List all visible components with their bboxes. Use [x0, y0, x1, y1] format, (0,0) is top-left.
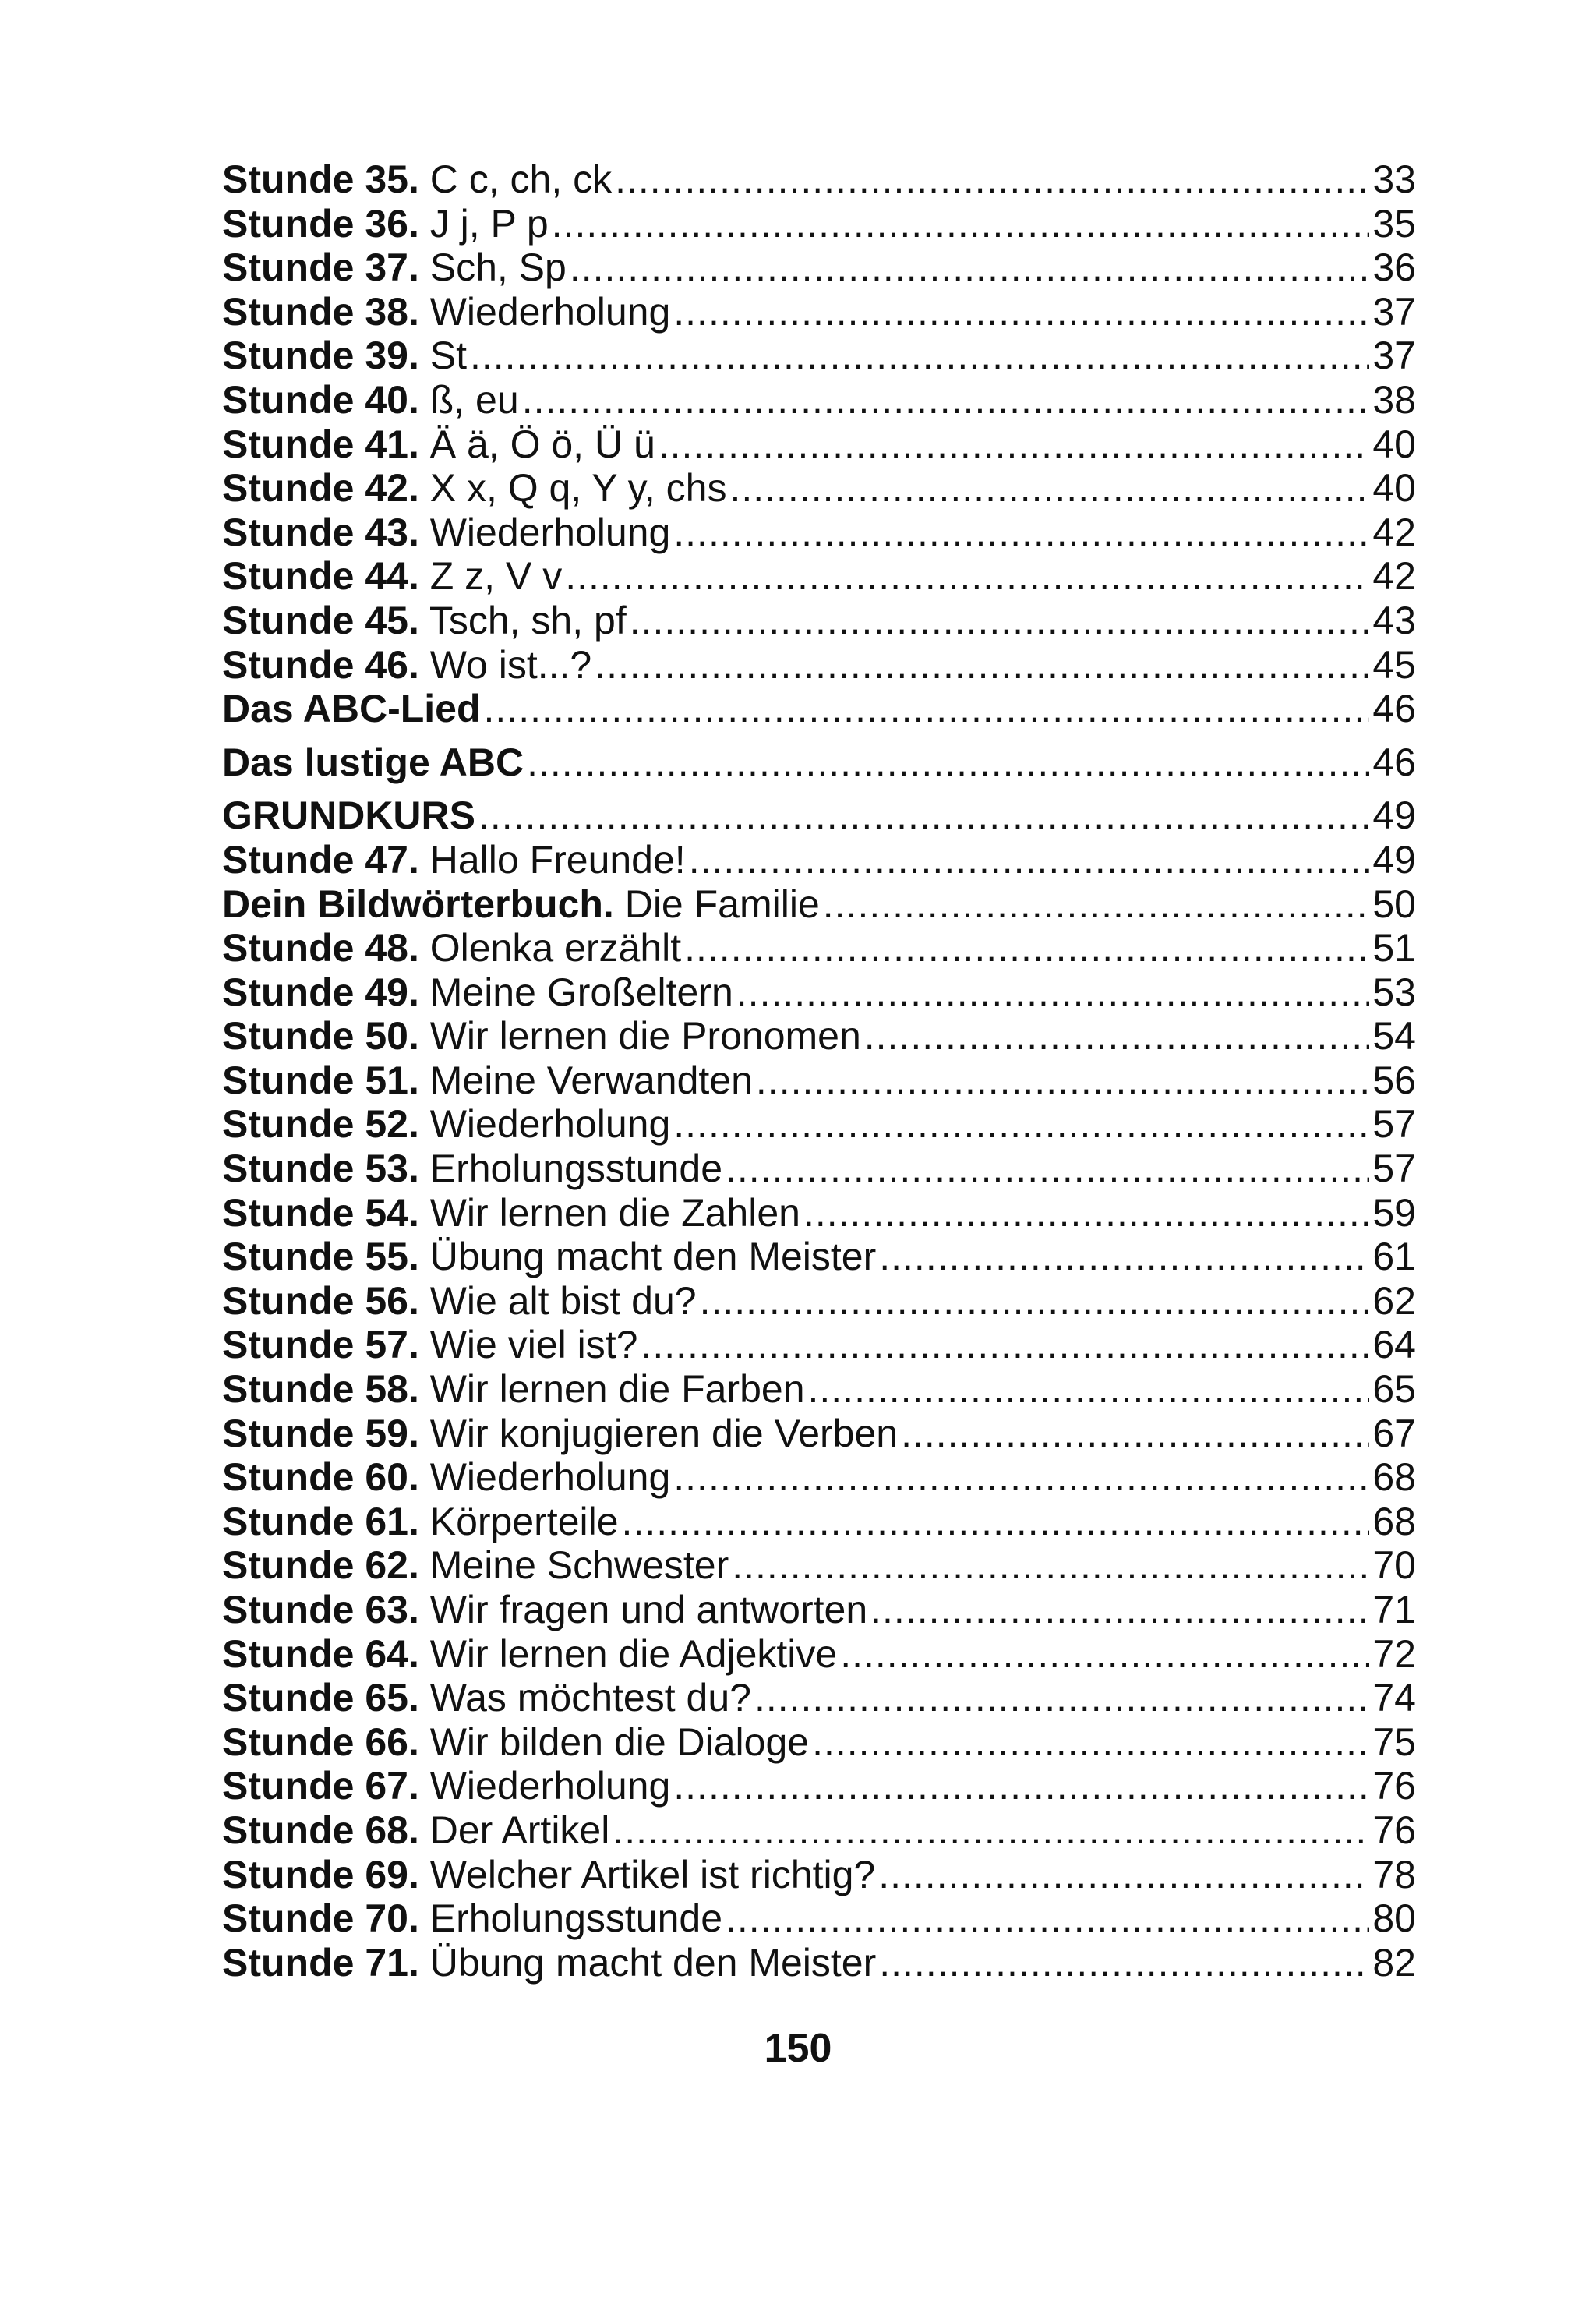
toc-entry-label: Stunde 53. [222, 1147, 419, 1191]
toc-entry [222, 740, 524, 785]
toc-page-number: 64 [1372, 1323, 1416, 1367]
toc-entry-label: Stunde 44. [222, 554, 419, 599]
toc-entry-label: Stunde 64. [222, 1631, 419, 1676]
toc-entry [222, 246, 567, 290]
toc-entry-label: Stunde 46. [222, 642, 419, 687]
toc-entry [222, 511, 670, 555]
toc-entry-title: Sch, Sp [418, 246, 567, 290]
toc-row [222, 1764, 1416, 1808]
toc-entry-title: Die Familie [613, 882, 820, 926]
dot-leader [756, 1059, 1369, 1103]
toc-entry-title: Körperteile [418, 1499, 619, 1543]
dot-leader [684, 926, 1369, 970]
dot-leader [673, 290, 1369, 334]
toc-entry [222, 838, 686, 882]
toc-entry [222, 643, 591, 687]
toc-entry-label: Stunde 38. [222, 289, 419, 334]
toc-row [222, 1500, 1416, 1544]
toc-page-number: 54 [1372, 1014, 1416, 1059]
toc-entry-label: Stunde 55. [222, 1235, 419, 1279]
dot-leader [878, 1853, 1369, 1897]
toc-row [222, 1279, 1416, 1324]
toc-entry-label: Stunde 45. [222, 598, 419, 642]
toc-page-number: 68 [1372, 1455, 1416, 1500]
toc-row [222, 1102, 1416, 1147]
dot-leader [803, 1191, 1369, 1235]
dot-leader [864, 1014, 1370, 1059]
toc-entry-title: Meine Schwester [418, 1543, 729, 1588]
toc-row [222, 1059, 1416, 1103]
toc-entry [222, 1543, 729, 1588]
toc-entry-title: Wir konjugieren die Verben [418, 1411, 899, 1455]
toc-entry-label: Stunde 49. [222, 970, 419, 1014]
toc-entry-label: Stunde 37. [222, 246, 419, 290]
toc-row [222, 511, 1416, 555]
toc-page-number: 40 [1372, 422, 1416, 466]
toc-entry [222, 1412, 898, 1456]
dot-leader [700, 1279, 1370, 1324]
toc-entry-title: Wir lernen die Pronomen [418, 1014, 861, 1059]
toc-entry [222, 466, 726, 511]
toc-entry-title: Meine Verwandten [418, 1058, 753, 1102]
toc-page-number: 72 [1372, 1631, 1416, 1676]
toc-entry-label: Stunde 51. [222, 1058, 419, 1102]
toc-row [222, 1367, 1416, 1412]
toc-row [222, 793, 1416, 838]
dot-leader [659, 422, 1370, 467]
dot-leader [613, 1808, 1369, 1853]
dot-leader [641, 1323, 1369, 1367]
toc-row [222, 1808, 1416, 1853]
dot-leader [673, 1764, 1369, 1808]
toc-row [222, 290, 1416, 334]
toc-page-number: 65 [1372, 1367, 1416, 1412]
toc-entry-label: Stunde 62. [222, 1543, 419, 1588]
toc-entry-title: C c, ch, ck [418, 157, 613, 201]
toc-row [222, 1588, 1416, 1632]
toc-entry-title: Tsch, sh, pf [418, 598, 627, 642]
toc-entry-label: GRUNDKURS [222, 793, 475, 838]
dot-leader [901, 1412, 1369, 1456]
toc-entry-label: Stunde 63. [222, 1588, 419, 1631]
toc-entry [222, 1147, 722, 1191]
toc-entry [222, 1014, 861, 1059]
toc-page-number: 36 [1372, 246, 1416, 290]
toc-row [222, 882, 1416, 927]
toc-entry-title: Olenka erzählt [418, 926, 682, 970]
toc-entry-label: Stunde 71. [222, 1940, 419, 1985]
table-of-contents [222, 157, 1416, 1985]
toc-page-number: 45 [1372, 642, 1416, 687]
toc-entry-title: Z z, V v [418, 554, 563, 599]
toc-row [222, 246, 1416, 290]
toc-row [222, 740, 1416, 785]
toc-entry-title: Wiederholung [418, 510, 671, 554]
dot-leader [527, 740, 1369, 785]
toc-entry-title: Der Artikel [418, 1808, 610, 1852]
toc-page-number: 76 [1372, 1764, 1416, 1808]
toc-entry-title: X x, Q q, Y y, chs [418, 466, 727, 511]
toc-entry-title: Wir lernen die Adjektive [418, 1631, 838, 1676]
toc-entry-label: Stunde 61. [222, 1499, 419, 1543]
dot-leader [522, 378, 1370, 422]
toc-entry-label: Stunde 39. [222, 334, 419, 378]
toc-page-number: 67 [1372, 1411, 1416, 1455]
toc-entry-label: Stunde 66. [222, 1719, 419, 1764]
toc-entry [222, 1323, 637, 1367]
toc-page-number: 42 [1372, 554, 1416, 599]
dot-leader [823, 882, 1370, 927]
toc-page-number: 62 [1372, 1278, 1416, 1323]
toc-entry-label: Stunde 36. [222, 201, 419, 246]
toc-page-number: 57 [1372, 1102, 1416, 1147]
toc-row [222, 1014, 1416, 1059]
toc-entry-title: Welcher Artikel ist richtig? [418, 1852, 876, 1896]
toc-entry-title: Wie alt bist du? [418, 1278, 697, 1323]
toc-entry-title: Wir fragen und antworten [418, 1588, 868, 1631]
toc-page-number: 40 [1372, 466, 1416, 511]
toc-entry [222, 1941, 876, 1985]
dot-leader [726, 1147, 1369, 1191]
toc-entry-label: Stunde 69. [222, 1852, 419, 1896]
toc-row [222, 1676, 1416, 1720]
toc-entry [222, 1632, 837, 1677]
toc-entry-title: Erholungsstunde [418, 1896, 723, 1941]
toc-entry [222, 1720, 809, 1765]
toc-page-number: 57 [1372, 1147, 1416, 1191]
dot-leader [622, 1500, 1370, 1544]
toc-entry [222, 1588, 867, 1632]
toc-entry [222, 334, 467, 378]
toc-row [222, 687, 1416, 731]
toc-page-number: 61 [1372, 1235, 1416, 1279]
toc-entry-label: Stunde 50. [222, 1014, 419, 1059]
toc-entry-label: Stunde 41. [222, 422, 419, 466]
dot-leader [478, 793, 1369, 838]
toc-entry-label: Stunde 35. [222, 157, 419, 201]
dot-leader [673, 511, 1369, 555]
toc-entry-label: Dein Bildwörterbuch. [222, 882, 614, 926]
toc-entry [222, 1853, 875, 1897]
toc-entry-title: Übung macht den Meister [418, 1940, 877, 1985]
toc-entry-title: Wo ist...? [418, 642, 592, 687]
dot-leader [673, 1102, 1369, 1147]
toc-row [222, 838, 1416, 882]
toc-entry [222, 1455, 670, 1500]
toc-row [222, 1235, 1416, 1279]
toc-row [222, 1941, 1416, 1985]
toc-entry-title: ß, eu [418, 377, 519, 422]
toc-entry [222, 1279, 697, 1324]
toc-page-number: 53 [1372, 970, 1416, 1014]
toc-row [222, 1896, 1416, 1941]
dot-leader [754, 1676, 1369, 1720]
toc-entry-title: Wie viel ist? [418, 1323, 638, 1367]
toc-entry-label: Stunde 68. [222, 1808, 419, 1852]
toc-page-number: 33 [1372, 157, 1416, 201]
dot-leader [470, 334, 1369, 378]
toc-entry-label: Stunde 58. [222, 1367, 419, 1412]
toc-row [222, 926, 1416, 970]
toc-row [222, 378, 1416, 422]
toc-page-number: 37 [1372, 334, 1416, 378]
dot-leader [870, 1588, 1369, 1632]
toc-page-number: 76 [1372, 1808, 1416, 1852]
toc-page-number: 46 [1372, 740, 1416, 784]
toc-page-number: 59 [1372, 1190, 1416, 1235]
toc-entry [222, 687, 481, 731]
toc-entry-label: Stunde 47. [222, 837, 419, 882]
toc-entry-title: Übung macht den Meister [418, 1235, 877, 1279]
dot-leader [630, 599, 1370, 643]
toc-entry-label: Das ABC-Lied [222, 687, 481, 731]
toc-row [222, 643, 1416, 687]
dot-leader [879, 1235, 1369, 1279]
toc-entry-title: Meine Großeltern [418, 970, 733, 1014]
toc-page-number: 38 [1372, 377, 1416, 422]
toc-row [222, 1455, 1416, 1500]
toc-entry [222, 1676, 751, 1720]
toc-page-number: 37 [1372, 289, 1416, 334]
toc-entry [222, 202, 549, 246]
toc-entry [222, 1191, 800, 1235]
toc-entry [222, 926, 681, 970]
toc-row [222, 1720, 1416, 1765]
toc-row [222, 1412, 1416, 1456]
dot-leader [726, 1896, 1369, 1941]
toc-row [222, 466, 1416, 511]
toc-page-number: 78 [1372, 1852, 1416, 1896]
dot-leader [689, 838, 1370, 882]
toc-page-number: 80 [1372, 1896, 1416, 1941]
toc-page-number: 82 [1372, 1940, 1416, 1985]
toc-entry-title: Wiederholung [418, 1102, 671, 1147]
toc-entry-title: Wiederholung [418, 1455, 671, 1500]
toc-row [222, 1853, 1416, 1897]
toc-row [222, 599, 1416, 643]
toc-page-number: 56 [1372, 1058, 1416, 1102]
dot-leader [840, 1632, 1369, 1677]
toc-entry-label: Stunde 70. [222, 1896, 419, 1941]
toc-entry-title: Erholungsstunde [418, 1147, 723, 1191]
toc-row [222, 157, 1416, 202]
toc-page-number: 49 [1372, 793, 1416, 838]
toc-entry-title: Was möchtest du? [418, 1676, 751, 1720]
toc-page-number: 43 [1372, 598, 1416, 642]
toc-entry [222, 970, 733, 1015]
toc-entry-title: Wir lernen die Farben [418, 1367, 805, 1412]
toc-page-number: 75 [1372, 1719, 1416, 1764]
toc-entry-title: St [418, 334, 467, 378]
toc-entry [222, 1896, 722, 1941]
toc-entry-title: Ä ä, Ö ö, Ü ü [418, 422, 655, 466]
toc-entry-label: Stunde 59. [222, 1411, 419, 1455]
toc-entry-title: Wir bilden die Dialoge [418, 1719, 810, 1764]
dot-leader [570, 246, 1370, 290]
toc-row [222, 202, 1416, 246]
dot-leader [736, 970, 1370, 1015]
toc-entry-label: Stunde 43. [222, 510, 419, 554]
toc-entry-label: Stunde 42. [222, 466, 419, 511]
toc-entry [222, 793, 475, 838]
toc-entry [222, 1059, 753, 1103]
toc-page-number: 46 [1372, 687, 1416, 731]
dot-leader [729, 466, 1369, 511]
toc-entry [222, 1367, 805, 1412]
dot-leader [812, 1720, 1369, 1765]
toc-entry-title: Hallo Freunde! [418, 837, 686, 882]
toc-entry-title: Wiederholung [418, 1764, 671, 1808]
toc-entry-label: Stunde 54. [222, 1190, 419, 1235]
toc-page-number: 68 [1372, 1499, 1416, 1543]
toc-entry-label: Stunde 67. [222, 1764, 419, 1808]
toc-entry-label: Stunde 60. [222, 1455, 419, 1500]
dot-leader [615, 157, 1369, 202]
toc-entry [222, 554, 562, 599]
page-number: 150 [764, 2026, 832, 2071]
dot-leader [484, 687, 1370, 731]
toc-page-number: 70 [1372, 1543, 1416, 1588]
toc-entry-label: Stunde 52. [222, 1102, 419, 1147]
dot-leader [673, 1455, 1369, 1500]
toc-entry [222, 378, 519, 422]
toc-row [222, 422, 1416, 467]
toc-page-number: 42 [1372, 510, 1416, 554]
toc-entry [222, 422, 655, 467]
dot-leader [879, 1941, 1369, 1985]
toc-row [222, 1191, 1416, 1235]
toc-entry [222, 1235, 876, 1279]
toc-page-number: 35 [1372, 201, 1416, 246]
dot-leader [808, 1367, 1370, 1412]
dot-leader [732, 1543, 1369, 1588]
toc-entry-label: Stunde 40. [222, 377, 419, 422]
toc-page-number: 74 [1372, 1676, 1416, 1720]
toc-row [222, 970, 1416, 1015]
toc-page-number: 50 [1372, 882, 1416, 926]
toc-page-number: 51 [1372, 926, 1416, 970]
toc-row [222, 1147, 1416, 1191]
toc-page-number: 71 [1372, 1588, 1416, 1631]
toc-row [222, 1323, 1416, 1367]
toc-entry [222, 290, 670, 334]
toc-entry [222, 1764, 670, 1808]
toc-entry-label: Stunde 57. [222, 1323, 419, 1367]
toc-entry-label: Stunde 56. [222, 1278, 419, 1323]
toc-entry-title: Wiederholung [418, 289, 671, 334]
toc-entry-title: J j, P p [418, 201, 549, 246]
toc-entry [222, 1808, 609, 1853]
toc-entry-label: Das lustige ABC [222, 740, 524, 784]
toc-entry-label: Stunde 48. [222, 926, 419, 970]
dot-leader [552, 202, 1370, 246]
toc-entry [222, 157, 612, 202]
toc-row [222, 334, 1416, 378]
dot-leader [565, 554, 1369, 599]
toc-entry [222, 599, 627, 643]
toc-page-number: 49 [1372, 837, 1416, 882]
toc-entry [222, 882, 820, 927]
toc-entry-title: Wir lernen die Zahlen [418, 1190, 800, 1235]
toc-entry [222, 1500, 619, 1544]
dot-leader [595, 643, 1369, 687]
toc-entry [222, 1102, 670, 1147]
toc-row [222, 1543, 1416, 1588]
toc-row [222, 1632, 1416, 1677]
toc-row [222, 554, 1416, 599]
toc-entry-label: Stunde 65. [222, 1676, 419, 1720]
